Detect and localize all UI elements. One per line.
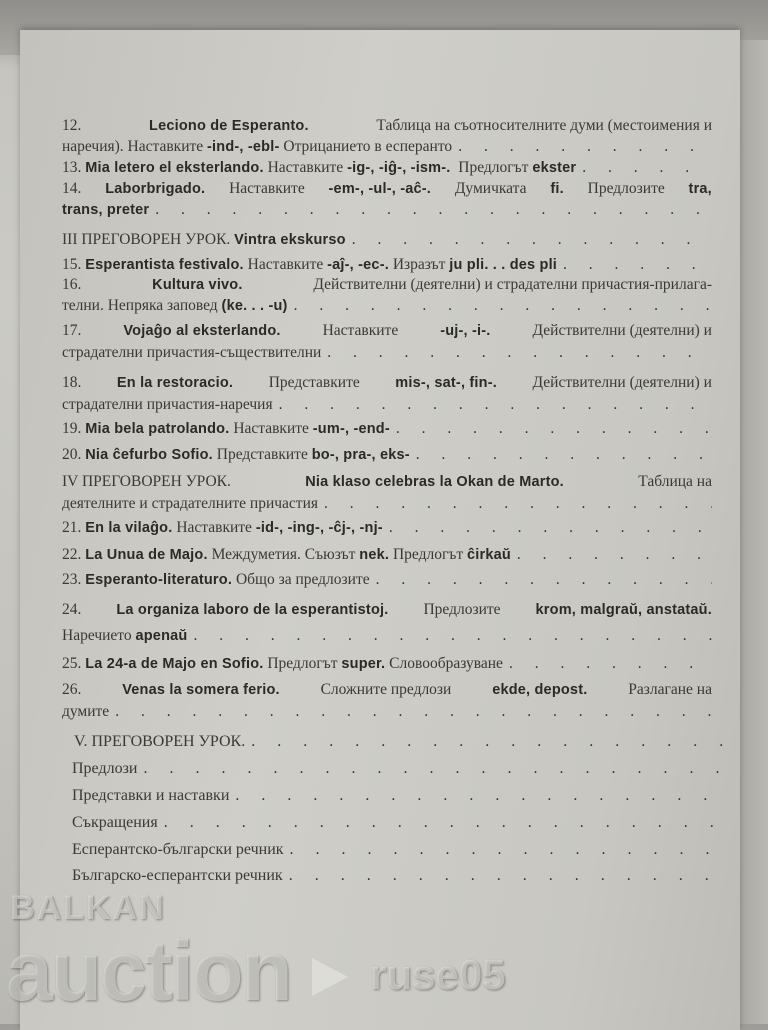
esperanto-term: ekde, depost. (492, 682, 588, 698)
esperanto-term: -id-, -ing-, -ĉj-, -nj- (255, 520, 383, 536)
entry-text: Предлози (72, 760, 138, 777)
toc-entry-line (62, 296, 712, 316)
entry-text: Действителни (деятелни) и (528, 322, 712, 339)
dot-leader (193, 626, 712, 646)
dot-leader (396, 419, 712, 439)
toc-entry-line (62, 445, 712, 465)
entry-text: V. ПРЕГОВОРЕН УРОК. (74, 733, 246, 750)
dot-leader (416, 445, 712, 465)
esperanto-term: krom, malgraŭ, anstataŭ. (535, 602, 712, 618)
dot-leader (294, 296, 712, 316)
entry-text: III ПРЕГОВОРЕН УРОК. (62, 231, 235, 248)
dot-leader (115, 702, 712, 722)
entry-text: 26. (62, 681, 86, 698)
entry-text: Словообразуване (385, 655, 503, 672)
esperanto-term: ĉirkaŭ (466, 547, 511, 563)
entry-text: Наставките (225, 180, 309, 197)
dot-leader (563, 255, 712, 275)
entry-text: Представки и наставки (72, 787, 230, 804)
entry-text: Наставките (243, 256, 328, 273)
toc-entry-line (72, 759, 722, 779)
dot-leader (582, 158, 712, 178)
toc-entry-line (62, 472, 712, 492)
esperanto-term: Nia ĉefurbo Sofio. (85, 447, 213, 463)
watermark-play-icon (312, 958, 348, 996)
esperanto-term: Nia klaso celebras la Okan de Marto. (305, 474, 564, 490)
toc-entry-line (72, 840, 722, 860)
toc-entry-line (62, 395, 712, 415)
entry-text: 24. (62, 601, 86, 618)
esperanto-term: bo-, pra-, eks- (311, 447, 410, 463)
entry-text: Разлагане на (624, 681, 712, 698)
entry-text: Българско-есперантски речник (72, 867, 283, 884)
esperanto-term: Mia bela patrolando. (85, 421, 230, 437)
entry-text: 17. (62, 322, 86, 339)
toc-entry-line (62, 545, 712, 565)
esperanto-term: Esperantista festivalo. (85, 257, 244, 273)
entry-text: 13. (62, 159, 86, 176)
entry-text: 12. (62, 117, 86, 134)
entry-text: 15. (62, 256, 86, 273)
dot-leader (279, 395, 712, 415)
entry-text: Отрицанието в есперанто (279, 138, 453, 155)
entry-text: 22. (62, 546, 86, 563)
entry-text: Предлозите (419, 601, 505, 618)
toc-entry-line (62, 419, 712, 439)
esperanto-term: ekster (532, 160, 577, 176)
toc-entry-line (62, 654, 712, 674)
esperanto-term: -aĵ-, -ec-. (327, 257, 389, 273)
toc-entry-line (62, 230, 712, 250)
toc-entry-line (62, 373, 712, 393)
esperanto-term: Vintra ekskurso (234, 232, 346, 248)
toc-entry-line (62, 321, 712, 341)
toc-entry-line (62, 275, 712, 295)
esperanto-term: fi. (550, 181, 564, 197)
entry-text: Наставките (318, 322, 403, 339)
entry-text: Предлозите (583, 180, 669, 197)
esperanto-term: La organiza laboro de la esperantistoj. (116, 602, 389, 618)
entry-text: Таблица на съотносителните думи (местоимения и (372, 117, 712, 134)
entry-text: Думичката (450, 180, 531, 197)
entry-text: 16. (62, 276, 86, 293)
entry-text: Действителни (деятелни) и страдателни причастия-прилага- (309, 276, 712, 293)
entry-text: 21. (62, 519, 86, 536)
toc-entry-line (62, 702, 712, 722)
entry-text: Действителни (деятелни) и (528, 374, 712, 391)
toc-entry-line (62, 518, 712, 538)
esperanto-term: (ke. . . -u) (221, 298, 288, 314)
esperanto-term: apenaŭ (135, 628, 188, 644)
entry-text: телни. Непряка заповед (62, 297, 222, 314)
entry-text: Предлогът (389, 546, 467, 563)
entry-text: думите (62, 703, 110, 720)
entry-text: 20. (62, 446, 86, 463)
entry-text: 23. (62, 571, 86, 588)
entry-text: Сложните предлози (316, 681, 456, 698)
dot-leader (376, 570, 712, 590)
esperanto-term: Leciono de Esperanto. (149, 118, 309, 134)
dot-leader (517, 545, 712, 565)
dot-leader (458, 137, 712, 157)
esperanto-term: La Unua de Majo. (85, 547, 208, 563)
esperanto-term: -uj-, -i-. (440, 323, 491, 339)
dot-leader (327, 343, 712, 363)
dot-leader (352, 230, 712, 250)
dot-leader (235, 786, 722, 806)
entry-text: Представките (212, 446, 312, 463)
toc-entry-line (62, 626, 712, 646)
dot-leader (324, 494, 712, 514)
dot-leader (251, 732, 724, 752)
watermark-seller: ruse05 (370, 951, 506, 998)
entry-text: Изразът (388, 256, 450, 273)
entry-text: деятелните и страдателните причастия (62, 495, 319, 512)
entry-text: страдателни причастия-наречия (62, 396, 273, 413)
entry-text: Наставките (172, 519, 256, 536)
dot-leader (389, 518, 712, 538)
dot-leader (509, 654, 712, 674)
esperanto-term: Esperanto-literaturo. (85, 572, 233, 588)
toc-entry-line (72, 786, 722, 806)
esperanto-term: -em-, -ul-, -aĉ-. (328, 181, 432, 197)
esperanto-term: -um-, -end- (312, 421, 390, 437)
dot-leader (164, 813, 722, 833)
entry-text: Наставките (229, 420, 313, 437)
entry-text: Представките (264, 374, 364, 391)
entry-text: Есперантско-български речник (72, 841, 284, 858)
dot-leader (289, 866, 722, 886)
toc-entry-line (62, 680, 712, 700)
toc-entry-line (62, 200, 712, 220)
toc-entry-line (62, 343, 712, 363)
toc-entry-line (62, 570, 712, 590)
toc-entry-line (62, 137, 712, 157)
esperanto-term: En la restoracio. (116, 375, 234, 391)
esperanto-term: mis-, sat-, fin-. (395, 375, 497, 391)
toc-entry-line (62, 179, 712, 199)
toc-entry-line (62, 494, 712, 514)
esperanto-term: super. (341, 656, 386, 672)
esperanto-term: Kultura vivo. (152, 277, 243, 293)
watermark-balkan: BALKAN (10, 889, 166, 927)
esperanto-term: -ind-, -ebl- (207, 139, 280, 155)
entry-text: Наставките (263, 159, 348, 176)
entry-text: 14. (62, 180, 86, 197)
entry-text: Междуметия. Съюзът (207, 546, 360, 563)
toc-entry-line (62, 255, 712, 275)
entry-text: Предлогът (450, 159, 533, 176)
entry-text: 18. (62, 374, 86, 391)
entry-text: IV ПРЕГОВОРЕН УРОК. (62, 473, 235, 490)
toc-entry-line (72, 866, 722, 886)
esperanto-term: Laborbrigado. (105, 181, 206, 197)
toc-entry-line (62, 600, 712, 620)
adjacent-page-edge (740, 40, 768, 1024)
entry-text: Наречието (62, 627, 136, 644)
esperanto-term: Venas la somera ferio. (122, 682, 280, 698)
toc-entry-line (62, 158, 712, 178)
watermark-auction: auction (6, 924, 291, 1018)
esperanto-term: nek. (359, 547, 390, 563)
entry-text: Общо за предлозите (232, 571, 370, 588)
esperanto-term: En la vilaĝo. (85, 520, 173, 536)
entry-text: наречия). Наставките (62, 138, 208, 155)
esperanto-term: Vojaĝo al eksterlando. (123, 323, 281, 339)
entry-text: страдателни причастия-съществителни (62, 344, 322, 361)
entry-text: Предлогът (263, 655, 342, 672)
toc-entry-line (74, 732, 724, 752)
toc-entry-line (62, 116, 712, 136)
entry-text: Съкращения (72, 814, 158, 831)
esperanto-term: Mia letero el eksterlando. (85, 160, 264, 176)
esperanto-term: La 24-a de Majo en Sofio. (85, 656, 264, 672)
entry-text: 25. (62, 655, 86, 672)
esperanto-term: -ig-, -iĝ-, -ism-. (347, 160, 451, 176)
dot-leader (155, 200, 712, 220)
dot-leader (143, 759, 722, 779)
esperanto-term: trans, preter (62, 202, 150, 218)
toc-entry-line (72, 813, 722, 833)
esperanto-term: ju pli. . . des pli (449, 257, 558, 273)
dot-leader (290, 840, 722, 860)
entry-text: 19. (62, 420, 86, 437)
entry-text: Таблица на (634, 473, 712, 490)
esperanto-term: tra, (688, 181, 712, 197)
